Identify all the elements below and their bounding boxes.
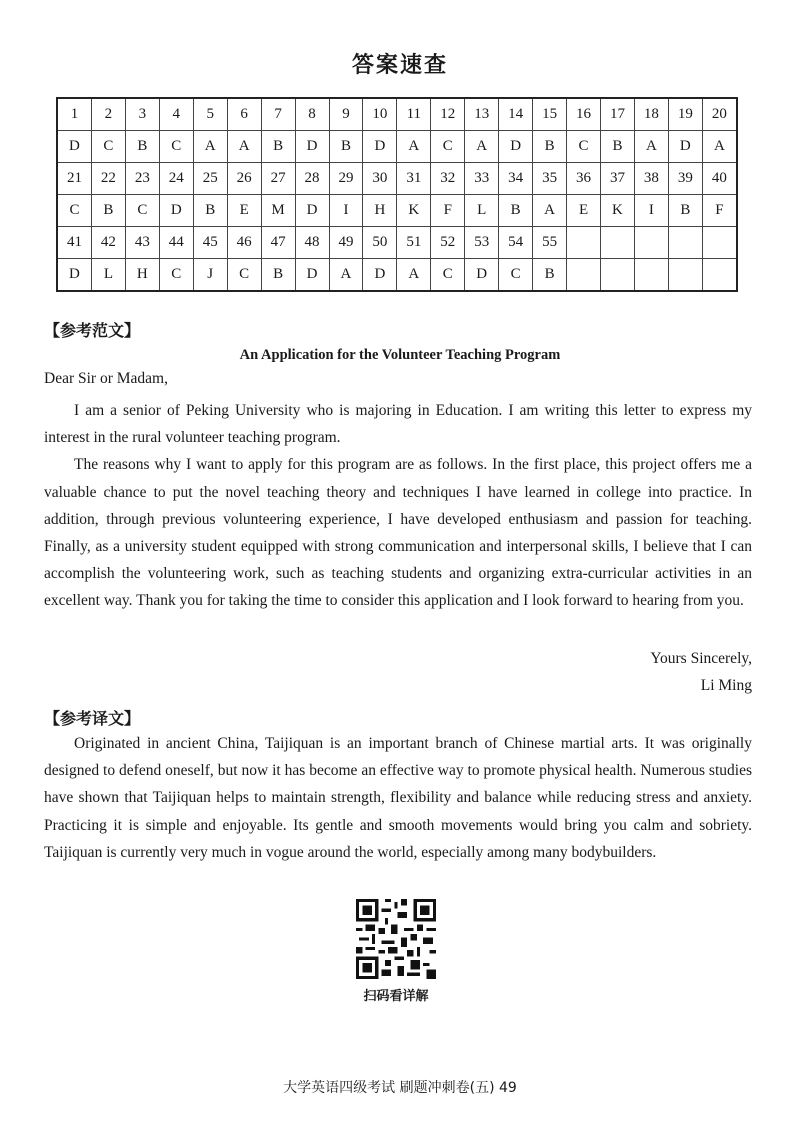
answer-cell: H <box>363 195 397 227</box>
answer-cell <box>668 259 702 292</box>
question-number-cell: 25 <box>193 163 227 195</box>
question-number-cell: 1 <box>57 98 91 131</box>
answer-cell <box>567 259 601 292</box>
answer-cell: B <box>601 131 635 163</box>
answer-cell: D <box>668 131 702 163</box>
question-number-cell: 21 <box>57 163 91 195</box>
essay-heading: 【参考范文】 <box>44 321 141 340</box>
answer-cell: A <box>465 131 499 163</box>
answer-cell: A <box>634 131 668 163</box>
question-number-cell: 28 <box>295 163 329 195</box>
answer-cell: D <box>295 195 329 227</box>
answer-cell: D <box>363 131 397 163</box>
question-number-cell: 19 <box>668 98 702 131</box>
answer-table <box>56 97 738 292</box>
answer-cell: K <box>397 195 431 227</box>
answer-cell: B <box>91 195 125 227</box>
question-number-row <box>57 98 737 131</box>
question-number-cell: 35 <box>533 163 567 195</box>
answer-cell: B <box>261 131 295 163</box>
answer-cell: C <box>567 131 601 163</box>
question-number-cell: 33 <box>465 163 499 195</box>
answer-cell: D <box>363 259 397 292</box>
question-number-cell: 5 <box>193 98 227 131</box>
answer-cell: D <box>295 131 329 163</box>
essay-body <box>44 397 752 615</box>
answer-cell: K <box>601 195 635 227</box>
translation-heading: 【参考译文】 <box>44 709 141 728</box>
answer-cell: B <box>533 259 567 292</box>
question-number-cell: 14 <box>499 98 533 131</box>
answer-cell: D <box>57 131 91 163</box>
question-number-cell: 39 <box>668 163 702 195</box>
question-number-cell: 12 <box>431 98 465 131</box>
answer-cell: A <box>329 259 363 292</box>
answer-cell: A <box>702 131 737 163</box>
question-number-cell: 41 <box>57 227 91 259</box>
answer-cell: C <box>125 195 159 227</box>
answer-cell: A <box>533 195 567 227</box>
question-number-cell: 40 <box>702 163 737 195</box>
answer-cell: B <box>668 195 702 227</box>
question-number-cell: 49 <box>329 227 363 259</box>
essay-signature: Li Ming <box>700 677 752 694</box>
answer-cell <box>601 259 635 292</box>
question-number-cell: 34 <box>499 163 533 195</box>
answer-cell <box>634 259 668 292</box>
answer-cell: D <box>499 131 533 163</box>
answer-cell: A <box>397 131 431 163</box>
question-number-row <box>57 227 737 259</box>
question-number-cell: 17 <box>601 98 635 131</box>
answer-cell: C <box>431 259 465 292</box>
essay-title: An Application for the Volunteer Teaching Program <box>239 347 561 363</box>
question-number-cell: 11 <box>397 98 431 131</box>
question-number-cell: 22 <box>91 163 125 195</box>
answer-cell: C <box>227 259 261 292</box>
answer-cell: I <box>329 195 363 227</box>
answer-cell: L <box>91 259 125 292</box>
question-number-cell: 9 <box>329 98 363 131</box>
question-number-cell <box>702 227 737 259</box>
answer-cell: C <box>499 259 533 292</box>
question-number-cell: 48 <box>295 227 329 259</box>
essay-paragraph: I am a senior of Peking University who is majoring in Education. I am writing this letter to express my interest in the rural volunteer teaching program. <box>44 402 752 447</box>
essay-closing-block <box>650 645 752 699</box>
question-number-cell: 31 <box>397 163 431 195</box>
answer-cell: B <box>499 195 533 227</box>
answer-cell: B <box>125 131 159 163</box>
question-number-cell: 16 <box>567 98 601 131</box>
answer-cell: A <box>193 131 227 163</box>
question-number-cell: 51 <box>397 227 431 259</box>
answer-cell: D <box>295 259 329 292</box>
page-title: 答案速查 <box>351 53 448 78</box>
answer-cell: E <box>567 195 601 227</box>
question-number-cell <box>668 227 702 259</box>
answer-cell: E <box>227 195 261 227</box>
answer-cell: C <box>159 131 193 163</box>
answer-cell <box>702 259 737 292</box>
question-number-cell: 52 <box>431 227 465 259</box>
answer-cell: L <box>465 195 499 227</box>
question-number-cell <box>601 227 635 259</box>
answer-row <box>57 259 737 292</box>
answer-cell: C <box>159 259 193 292</box>
translation-paragraph: Originated in ancient China, Taijiquan is an important branch of Chinese martial arts. It was originally designed to defend oneself, but now it has become an effective way to promote physical health. Numerous studies have shown that Taijiquan helps to maintain strength, flexibility and balance while reducing stress and anxiety. Practicing it is simple and enjoyable. Its gentle and smooth movements would bring you calm and sobriety. Taijiquan is currently very much in vogue around the world, especially among many bodybuilders. <box>44 735 752 861</box>
question-number-cell: 4 <box>159 98 193 131</box>
answer-cell: M <box>261 195 295 227</box>
question-number-cell: 36 <box>567 163 601 195</box>
qr-caption: 扫码看详解 <box>363 989 429 1004</box>
question-number-cell: 53 <box>465 227 499 259</box>
question-number-cell: 55 <box>533 227 567 259</box>
question-number-cell: 30 <box>363 163 397 195</box>
question-number-cell: 24 <box>159 163 193 195</box>
essay-greeting: Dear Sir or Madam, <box>44 370 168 387</box>
question-number-cell: 45 <box>193 227 227 259</box>
question-number-cell: 26 <box>227 163 261 195</box>
page-footer: 大学英语四级考试 刷题冲刺卷(五) 49 <box>283 1080 517 1096</box>
question-number-cell: 50 <box>363 227 397 259</box>
question-number-cell: 38 <box>634 163 668 195</box>
answer-cell: C <box>431 131 465 163</box>
answer-cell: B <box>261 259 295 292</box>
question-number-cell: 13 <box>465 98 499 131</box>
question-number-cell: 15 <box>533 98 567 131</box>
question-number-cell: 10 <box>363 98 397 131</box>
answer-cell: H <box>125 259 159 292</box>
answer-cell: B <box>533 131 567 163</box>
answer-cell: A <box>397 259 431 292</box>
question-number-cell <box>634 227 668 259</box>
answer-cell: C <box>91 131 125 163</box>
question-number-cell: 7 <box>261 98 295 131</box>
answer-row <box>57 195 737 227</box>
question-number-cell: 47 <box>261 227 295 259</box>
answer-cell: D <box>465 259 499 292</box>
question-number-cell: 42 <box>91 227 125 259</box>
question-number-cell: 6 <box>227 98 261 131</box>
essay-paragraph: The reasons why I want to apply for this program are as follows. In the first place, this project offers me a valuable chance to put the novel teaching theory and techniques I have learned in college into practice. In addition, through previous volunteering experience, I have developed enthusiasm and passion for teaching. Finally, as a university student equipped with strong communication and interpersonal skills, I believe that I can accomplish the volunteering work, such as teaching students and organizing extra-curricular activities in an excellent way. Thank you for taking the time to consider this application and I look forward to hearing from you. <box>44 456 752 610</box>
question-number-cell: 2 <box>91 98 125 131</box>
question-number-cell: 46 <box>227 227 261 259</box>
question-number-cell: 44 <box>159 227 193 259</box>
question-number-cell: 23 <box>125 163 159 195</box>
answer-cell: B <box>329 131 363 163</box>
question-number-cell: 18 <box>634 98 668 131</box>
translation-body <box>44 730 752 866</box>
answer-cell: C <box>57 195 91 227</box>
answer-cell: J <box>193 259 227 292</box>
question-number-cell: 32 <box>431 163 465 195</box>
essay-closing: Yours Sincerely, <box>650 650 752 667</box>
question-number-cell: 3 <box>125 98 159 131</box>
question-number-cell: 37 <box>601 163 635 195</box>
answer-cell: F <box>702 195 737 227</box>
question-number-cell: 20 <box>702 98 737 131</box>
question-number-cell: 43 <box>125 227 159 259</box>
question-number-cell: 27 <box>261 163 295 195</box>
question-number-cell <box>567 227 601 259</box>
answer-cell: F <box>431 195 465 227</box>
answer-cell: A <box>227 131 261 163</box>
answer-cell: I <box>634 195 668 227</box>
answer-cell: B <box>193 195 227 227</box>
question-number-cell: 8 <box>295 98 329 131</box>
question-number-cell: 54 <box>499 227 533 259</box>
answer-row <box>57 131 737 163</box>
qr-code-icon[interactable] <box>356 899 436 979</box>
answer-cell: D <box>159 195 193 227</box>
question-number-cell: 29 <box>329 163 363 195</box>
answer-cell: D <box>57 259 91 292</box>
question-number-row <box>57 163 737 195</box>
